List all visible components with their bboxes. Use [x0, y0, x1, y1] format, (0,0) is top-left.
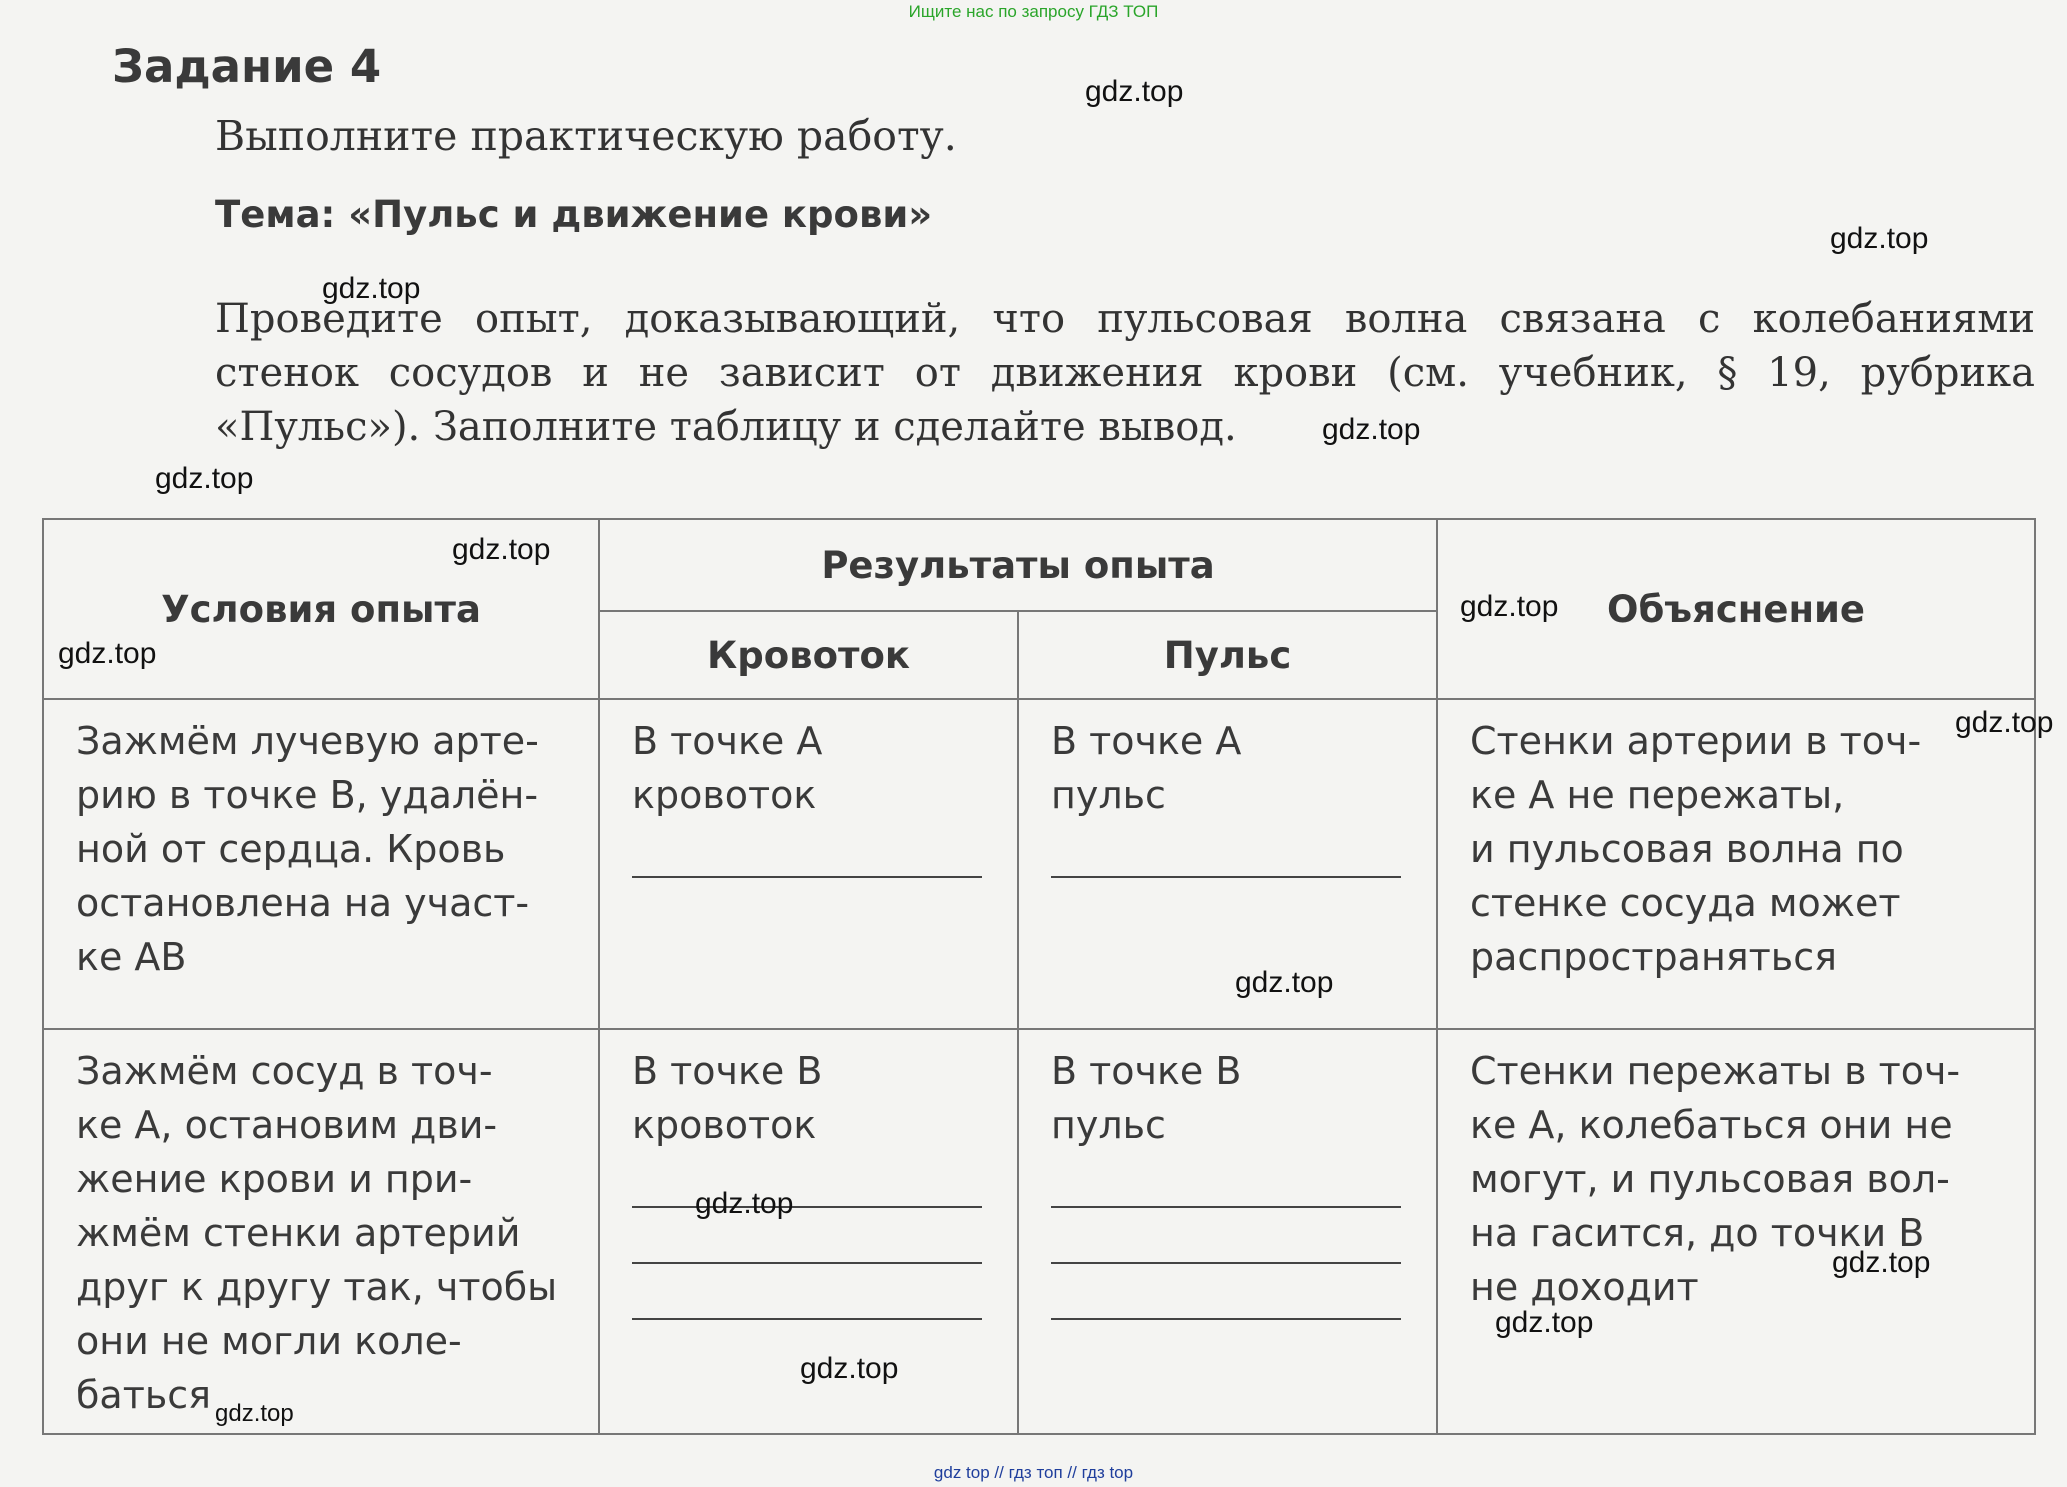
watermark: gdz.top [58, 637, 157, 670]
watermark: gdz.top [452, 533, 551, 566]
watermark: gdz.top [800, 1352, 899, 1385]
pulse-cell [1018, 1029, 1437, 1434]
header-results: Результаты опыта [599, 519, 1437, 611]
cell-line: ке АВ [76, 935, 187, 979]
cell-line: не доходит [1470, 1265, 1699, 1309]
cell-line: могут, и пульсовая вол- [1470, 1157, 1950, 1201]
cell-line: и пульсовая волна по [1470, 827, 1904, 871]
cell-line: Зажмём лучевую арте- [76, 719, 539, 763]
cell-line: на гасится, до точки В [1470, 1211, 1925, 1255]
header-conditions: Условия опыта [43, 519, 599, 699]
top-banner-link[interactable]: Ищите нас по запросу ГДЗ ТОП [908, 2, 1159, 21]
table-row [43, 1029, 2035, 1434]
conditions-cell [43, 699, 599, 1029]
answer-line[interactable] [632, 846, 982, 878]
cell-line: В точке А [632, 719, 823, 763]
watermark: gdz.top [1322, 413, 1421, 446]
cell-line: остановлена на участ- [76, 881, 530, 925]
watermark: gdz.top [155, 462, 254, 495]
theme-heading: Тема: «Пульс и движение крови» [215, 193, 933, 236]
watermark: gdz.top [1085, 75, 1184, 108]
cell-line: жение крови и при- [76, 1157, 473, 1201]
paragraph-line: стенок сосудов и не зависит от движения крови (см. учебник, § 19, рубрика [215, 350, 2035, 396]
watermark: gdz.top [695, 1187, 794, 1220]
cell-line: пульс [1051, 773, 1166, 817]
paragraph-line: «Пульс»). Заполните таблицу и сделайте вывод. [215, 404, 1237, 450]
header-pulse: Пульс [1018, 611, 1437, 699]
answer-line[interactable] [632, 1288, 982, 1320]
cell-line: рию в точке В, удалён- [76, 773, 539, 817]
answer-line[interactable] [1051, 1288, 1401, 1320]
answer-line[interactable] [632, 1176, 982, 1208]
task-title: Задание 4 [112, 40, 382, 93]
cell-line: Стенки пережаты в точ- [1470, 1049, 1961, 1093]
watermark: gdz.top [1830, 222, 1929, 255]
cell-line: В точке В [1051, 1049, 1242, 1093]
header-bloodflow: Кровоток [599, 611, 1018, 699]
experiment-table [42, 518, 2036, 1435]
cell-line: кровоток [632, 773, 817, 817]
cell-line: кровоток [632, 1103, 817, 1147]
instruction-text: Выполните практическую работу. [215, 112, 957, 160]
bottom-banner-link[interactable]: gdz top // гдз топ // гдз top [933, 1463, 1134, 1482]
cell-line: распространяться [1470, 935, 1837, 979]
task-paragraph [215, 292, 2035, 454]
cell-line: Зажмём сосуд в точ- [76, 1049, 493, 1093]
cell-line: жмём стенки артерий [76, 1211, 521, 1255]
explanation-cell [1437, 699, 2035, 1029]
header-explanation: Объяснение [1437, 519, 2035, 699]
answer-line[interactable] [1051, 1232, 1401, 1264]
cell-line: В точке А [1051, 719, 1242, 763]
cell-line: стенке сосуда может [1470, 881, 1901, 925]
cell-line: ке А, колебаться они не [1470, 1103, 1953, 1147]
cell-line: Стенки артерии в точ- [1470, 719, 1922, 763]
cell-line: друг к другу так, чтобы [76, 1265, 558, 1309]
conditions-cell [43, 1029, 599, 1434]
paragraph-line: Проведите опыт, доказывающий, что пульсовая волна связана с колебаниями [215, 296, 2035, 342]
answer-line[interactable] [632, 1232, 982, 1264]
cell-line: пульс [1051, 1103, 1166, 1147]
watermark: gdz.top [1832, 1246, 1931, 1279]
cell-line: В точке В [632, 1049, 823, 1093]
explanation-cell [1437, 1029, 2035, 1434]
answer-line[interactable] [1051, 846, 1401, 878]
bloodflow-cell [599, 699, 1018, 1029]
cell-line: ке А не пережаты, [1470, 773, 1845, 817]
cell-line: они не могли коле- [76, 1319, 462, 1363]
table-row [43, 699, 2035, 1029]
watermark: gdz.top [1495, 1306, 1594, 1339]
watermark: gdz.top [322, 272, 421, 305]
watermark: gdz.top [1235, 966, 1334, 999]
cell-line: баться [76, 1373, 212, 1417]
answer-line[interactable] [1051, 1176, 1401, 1208]
watermark: gdz.top [1955, 706, 2054, 739]
cell-line: ной от сердца. Кровь [76, 827, 506, 871]
cell-line: ке А, остановим дви- [76, 1103, 498, 1147]
watermark: gdz.top [1460, 590, 1559, 623]
watermark: gdz.top [215, 1400, 294, 1427]
pulse-cell [1018, 699, 1437, 1029]
